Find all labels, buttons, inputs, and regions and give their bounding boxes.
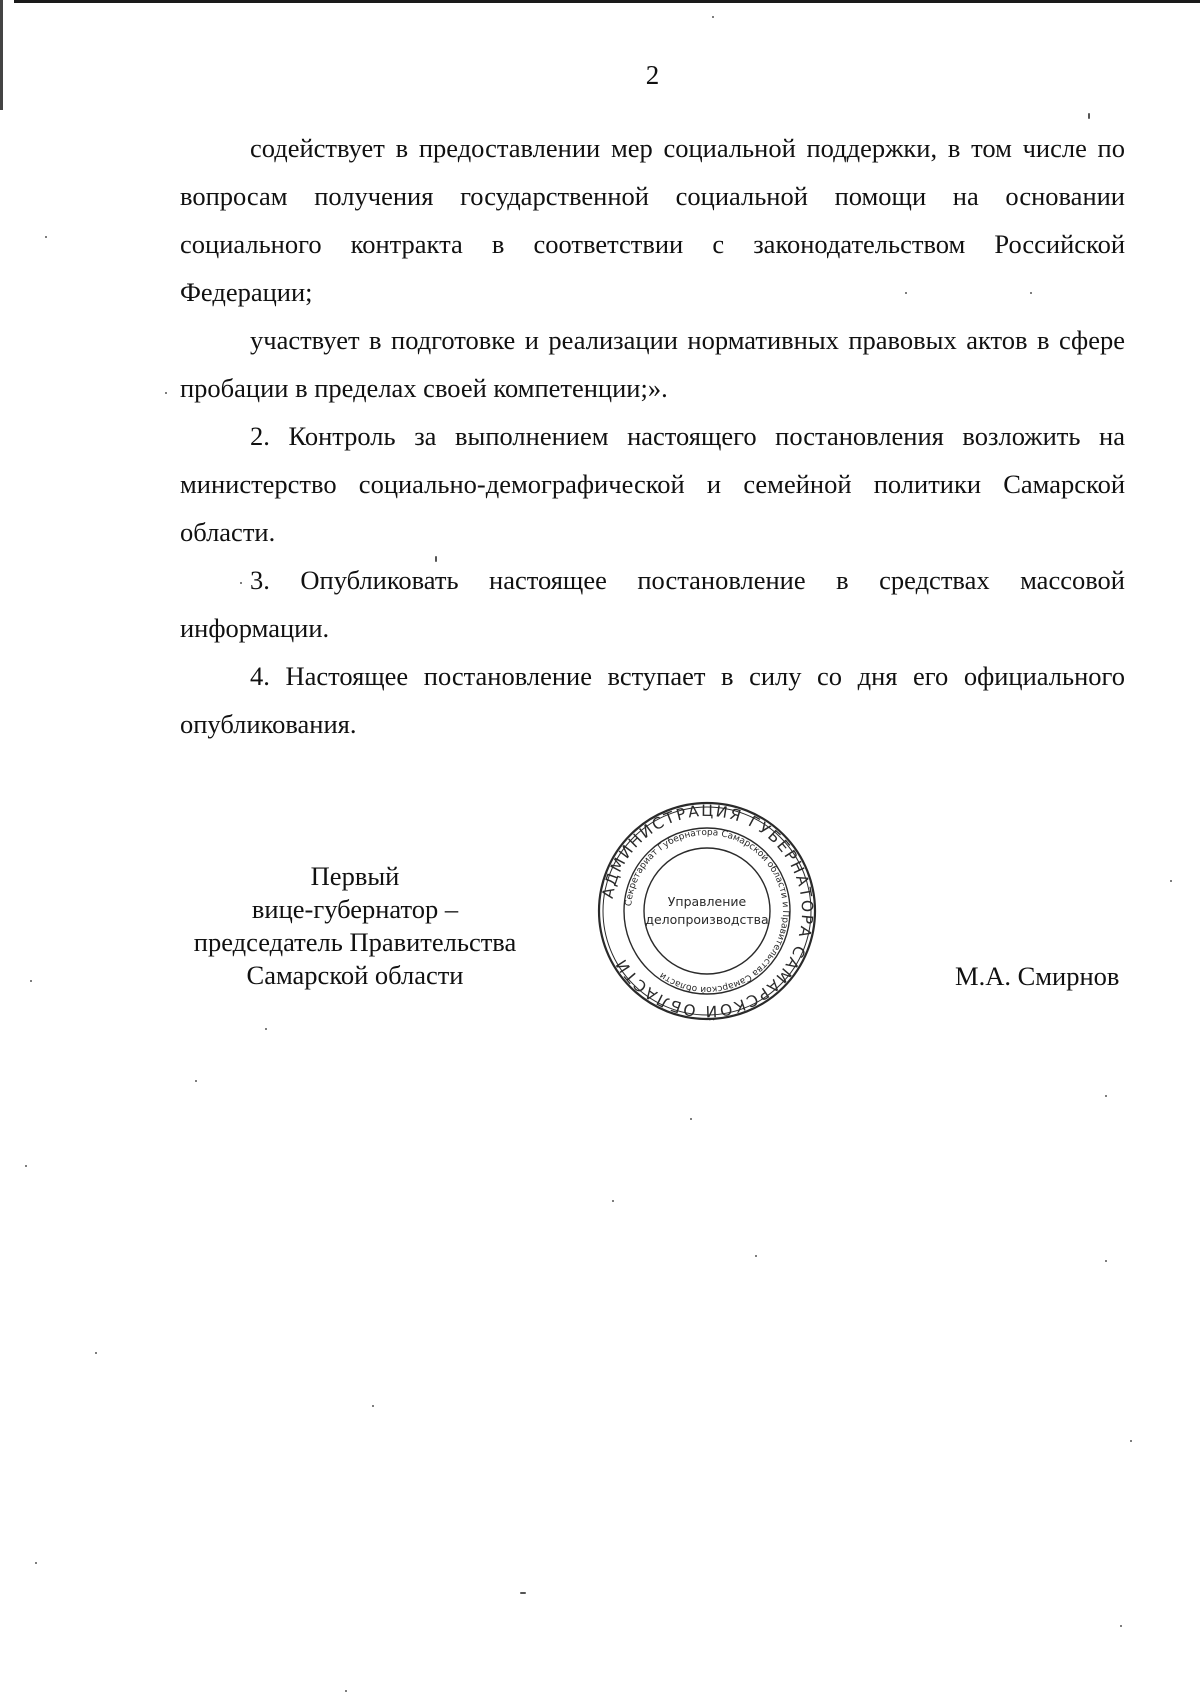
scan-speck [690,1118,692,1120]
signatory-title [180,860,530,992]
scan-speck [1120,1625,1122,1627]
signatory-title-line: Первый [310,861,400,891]
seal-graphic [596,800,818,1022]
scan-speck [1130,1440,1132,1442]
scan-speck [35,1562,37,1564]
svg-text:Секретариат Губернатора Самарс [624,828,790,994]
scan-speck [372,1405,374,1407]
scan-speck [345,1690,347,1692]
paragraph-effective: 4. Настоящее постановление вступает в силу со дня его официального опубликования. [180,661,1125,739]
scan-speck [1105,1095,1107,1097]
paragraph-social-support: содействует в предоставлении мер социальной поддержки, в том числе по вопросам получения государственной социальной помощи на основании социального контракта в соответствии с законодательством Российской Федерации; [180,133,1125,307]
scan-speck [905,292,907,294]
document-body [180,124,1125,748]
scan-speck [195,1080,197,1082]
official-seal [596,800,818,1022]
seal-center-line-2: делопроизводства [645,912,769,927]
scan-speck [30,980,32,982]
page-number: 2 [645,60,660,90]
scan-speck [265,1028,267,1030]
scan-speck [1030,292,1032,294]
seal-middle-text: Секретариат Губернатора Самарской области и Правительства Самарской области [624,827,791,995]
paragraph-control: 2. Контроль за выполнением настоящего постановления возложить на министерство социально-демографической и семейной политики Самарской области. [180,421,1125,547]
scan-speck [165,392,167,394]
scan-top-edge [14,0,1200,3]
scan-speck [755,1255,757,1257]
scan-speck [95,1352,97,1354]
signatory-title-line: Самарской области [246,960,464,990]
paragraph-probation: участвует в подготовке и реализации нормативных правовых актов в сфере пробации в пределах своей компетенции;». [180,325,1125,403]
scan-speck [45,236,47,238]
scan-speck [240,582,242,584]
seal-outer-text: АДМИНИСТРАЦИЯ ГУБЕРНАТОРА САМАРСКОЙ ОБЛАСТИ [598,801,817,1021]
signatory-name: М.А. Смирнов [955,961,1120,991]
scan-speck [1170,880,1172,882]
seal-center-line-1: Управление [667,894,747,909]
scan-speck [1088,113,1090,119]
scan-speck [520,1592,526,1594]
signatory-title-line: вице-губернатор – [251,894,459,924]
scan-speck [435,556,437,562]
scan-left-edge [0,0,3,110]
scan-speck [712,16,714,18]
scan-speck [1105,1260,1107,1262]
paragraph-publish: 3. Опубликовать настоящее постановление в средствах массовой информации. [180,565,1125,643]
scan-speck [612,1200,614,1202]
signatory-title-line: председатель Правительства [193,927,517,957]
scan-speck [25,1165,27,1167]
